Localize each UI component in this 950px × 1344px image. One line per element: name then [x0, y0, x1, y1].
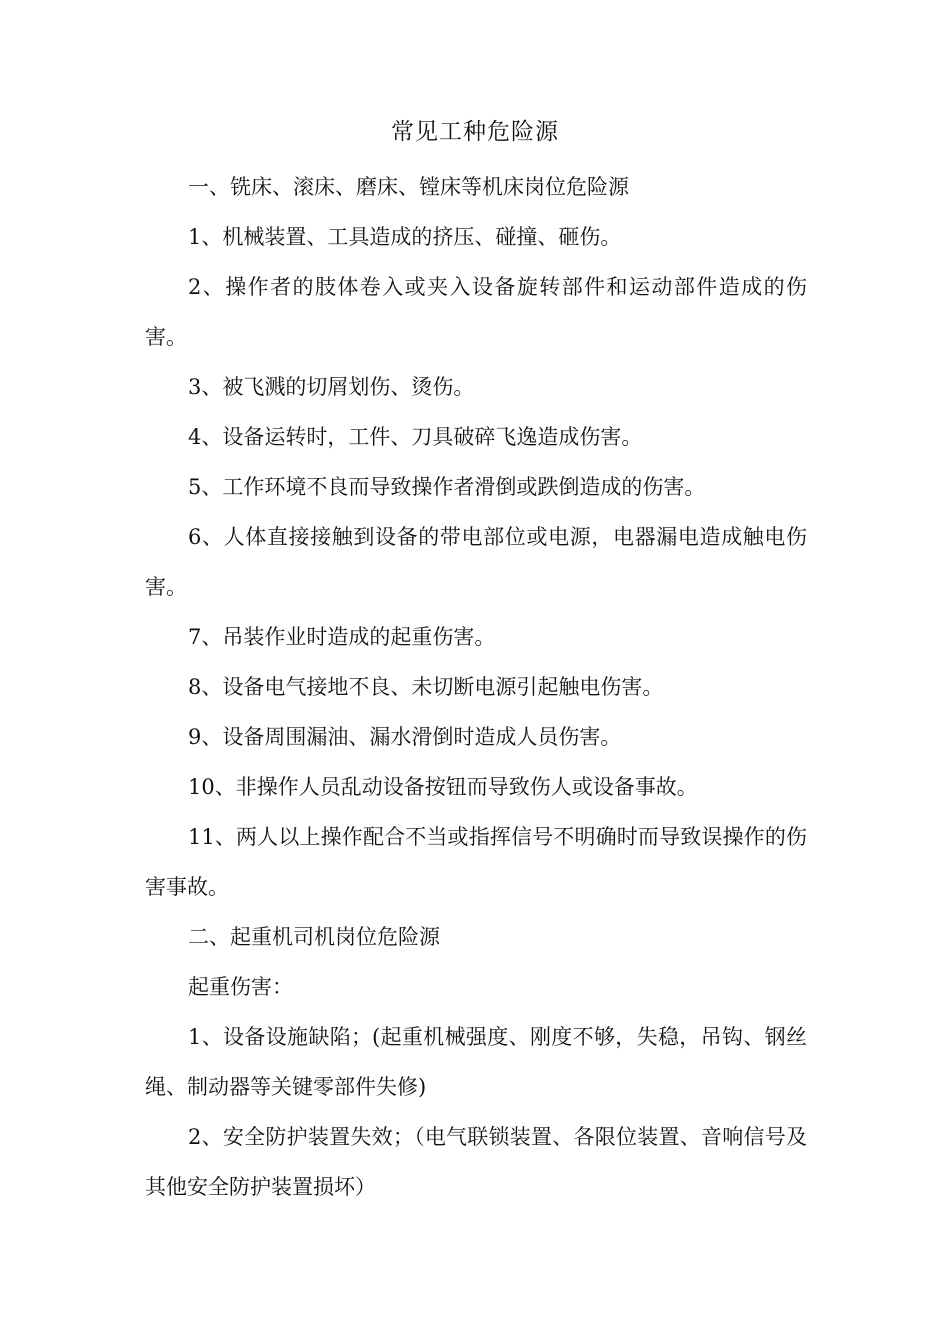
paragraph: 2、操作者的肢体卷入或夹入设备旋转部件和运动部件造成的伤害。: [145, 275, 807, 349]
paragraph: 3、被飞溅的切屑划伤、烫伤。: [188, 375, 475, 399]
paragraph: 10、非操作人员乱动设备按钮而导致伤人或设备事故。: [188, 775, 698, 799]
paragraph: 5、工作环境不良而导致操作者滑倒或跌倒造成的伤害。: [188, 475, 706, 499]
subsection-label: 起重伤害：: [188, 975, 293, 999]
document-body: [145, 162, 807, 1212]
paragraph: 11、两人以上操作配合不当或指挥信号不明确时而导致误操作的伤害事故。: [145, 825, 807, 899]
paragraph: 2、安全防护装置失效；（电气联锁装置、各限位装置、音响信号及其他安全防护装置损坏）: [145, 1125, 807, 1199]
document-title: 常见工种危险源: [391, 119, 559, 145]
paragraph: 1、设备设施缺陷；(起重机械强度、刚度不够，失稳，吊钩、钢丝绳、制动器等关键零部件失修): [145, 1025, 807, 1099]
paragraph: 6、人体直接接触到设备的带电部位或电源，电器漏电造成触电伤害。: [145, 525, 807, 599]
paragraph: 1、机械装置、工具造成的挤压、碰撞、砸伤。: [188, 225, 622, 249]
section-heading: 二、起重机司机岗位危险源: [188, 925, 440, 949]
section-heading: 一、铣床、滚床、磨床、镗床等机床岗位危险源: [188, 175, 629, 199]
paragraph: 8、设备电气接地不良、未切断电源引起触电伤害。: [188, 675, 664, 699]
paragraph: 7、吊装作业时造成的起重伤害。: [188, 625, 496, 649]
paragraph: 4、设备运转时，工件、刀具破碎飞逸造成伤害。: [188, 425, 643, 449]
paragraph: 9、设备周围漏油、漏水滑倒时造成人员伤害。: [188, 725, 622, 749]
